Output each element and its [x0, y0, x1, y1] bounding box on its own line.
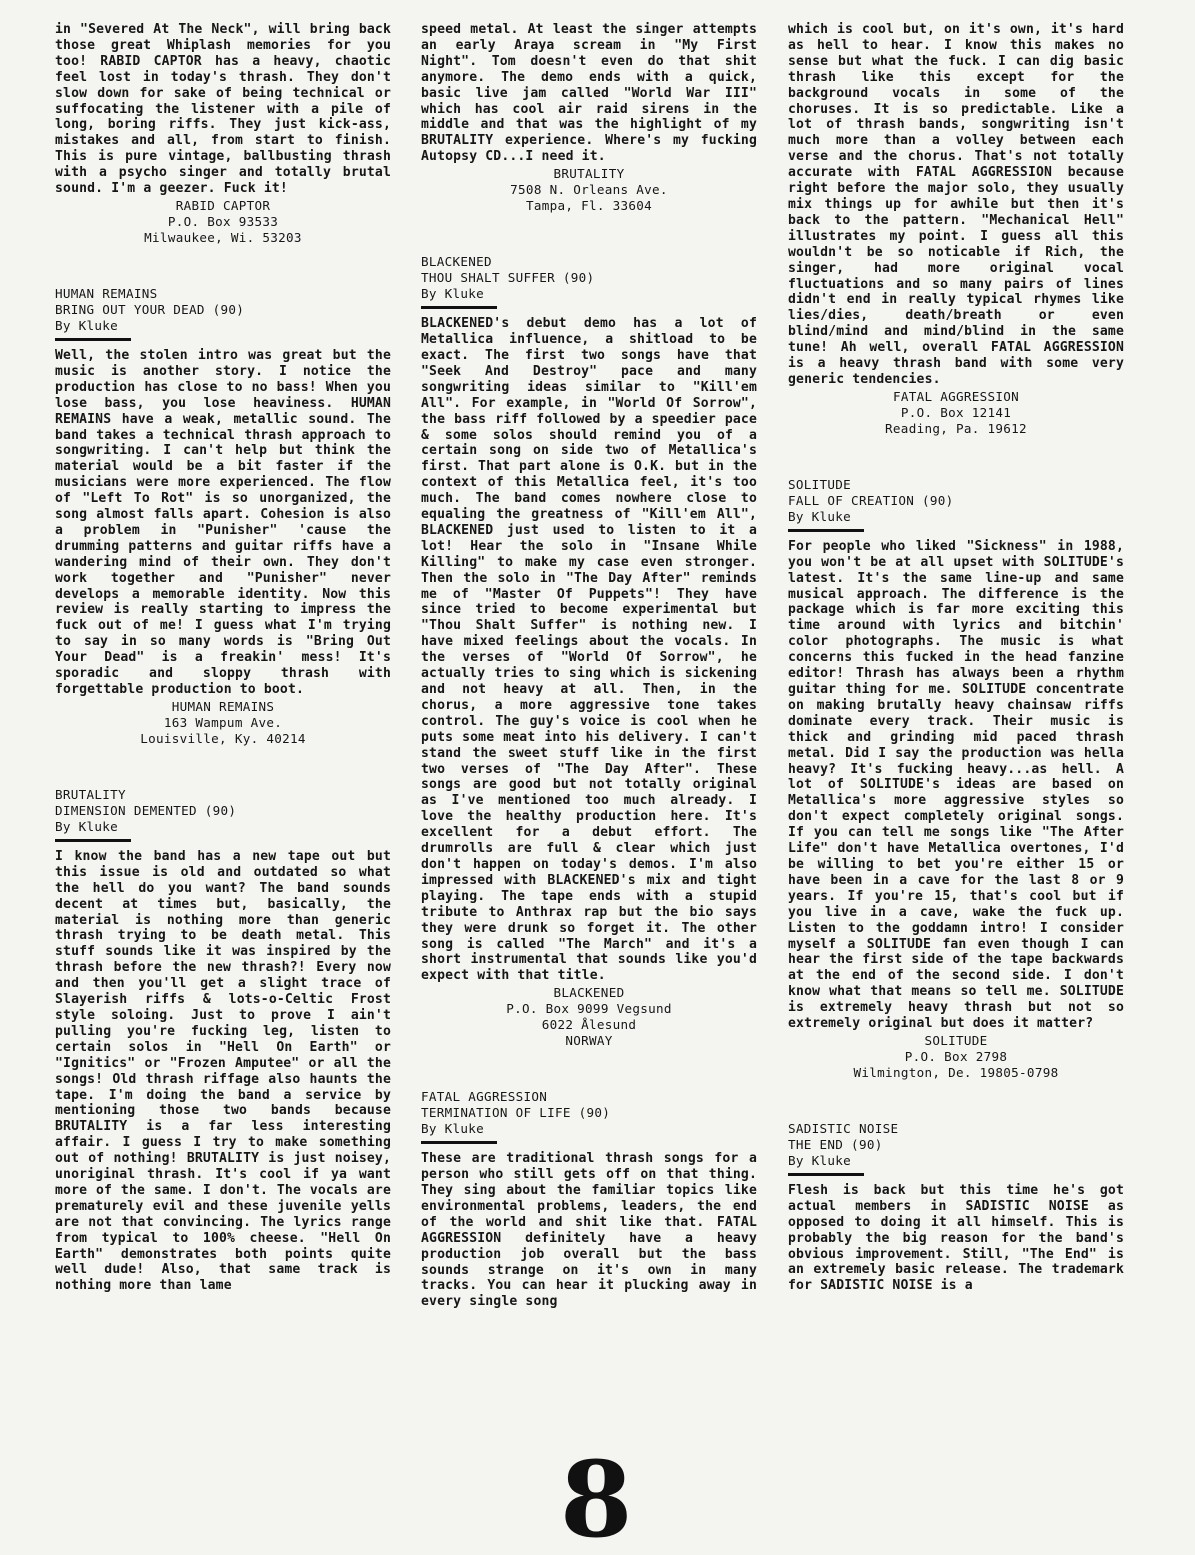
review-brutality-continued [421, 22, 757, 214]
address-line: P.O. Box 93533 [167, 213, 279, 229]
address-line: BLACKENED [553, 985, 625, 1001]
address-line: Louisville, Ky. 40214 [140, 730, 306, 746]
review-sadistic-noise [788, 1121, 1124, 1294]
contact-address [421, 985, 757, 1049]
review-body: These are traditional thrash songs for a person who still gets off on that thing. They sing about the familiar topics like environmental problems, leaders, the end of the world and shit like that. FATAL AGGRESSION definitely have a heavy production job overall but the bass sounds strange on it's own in many tracks. You can hear it plucking away in every single song [421, 1151, 757, 1310]
contact-address [788, 389, 1124, 437]
address-line: P.O. Box 12141 [900, 404, 1012, 420]
review-header [55, 787, 391, 835]
review-header [421, 254, 757, 302]
release-title: TERMINATION OF LIFE (90) [421, 1105, 611, 1121]
address-line: Milwaukee, Wi. 53203 [144, 229, 302, 245]
address-line: Wilmington, De. 19805-0798 [853, 1064, 1059, 1080]
header-rule [421, 306, 497, 309]
review-body: For people who liked "Sickness" in 1988, you won't be at all upset with SOLITUDE's latest. It's the same line-up and same musical approach. The difference is the package which is far more exciting this time around with lyrics and bitchin' color photographs. The music is what concerns this fucked in the head fanzine editor! Thrash has always been a rhythm guitar thing for me. SOLITUDE concentrate on making brutally heavy chainsaw riffs dominate every track. Their music is thick and grinding mid paced thrash metal. Did I say the production was hella heavy? It's fucking heavy...as hell. A lot of SOLITUDE's ideas are based on Metallica's more aggressive styles so don't expect completely original songs. If you can tell me songs like "The After Life" don't have Metallica overtones, I'd be willing to bet you're either 15 or have been in a cave for the last 8 or 9 years. If you're 15, that's cool but if you live in a cave, wake the fuck up. Listen to the goddamn intro! I consider myself a SOLITUDE fan even though I can hear the first side of the tape backwards at the end of the second side. I don't know what that means so tell me. SOLITUDE is extremely heavy thrash but not so extremely original but does it matter? [788, 538, 1124, 1032]
address-line: NORWAY [565, 1033, 613, 1049]
header-rule [55, 338, 131, 341]
review-rabid-captor-continued [55, 22, 391, 246]
column-3 [788, 22, 1124, 1527]
review-body: BLACKENED's debut demo has a lot of Metallica influence, a shitload to be exact. The first two songs have that "Seek And Destroy" pace and many songwriting ideas similar to "Kill'em All". For example, in "World Of Sorrow", the bass riff followed by a speedier pace & some solos should remind you of a certain song on side two of Metallica's first. That part alone is O.K. but in the context of this Metallica feel, it's too much. The band comes nowhere close to equaling the greatness of "Kill'em All", BLACKENED just used to listen to it a lot! Hear the solo in "Insane While Killing" to make my case even stronger. Then the solo in "The Day After" reminds me of "Master Of Puppets"! They have since tried to become experimental but "Thou Shalt Suffer" is nothing new. I have mixed feelings about the vocals. In the verses of "World Of Sorrow", he actually tries to sing which is sickening and not heavy at all. Then, in the chorus, a more aggressive tone takes control. The guy's voice is cool when he puts some meat into his delivery. I can't stand the sweet stuff like in the first two verses of "The Day After". These songs are good but not totally original as I've mentioned too much already. I love the healthy production here. It's excellent for a debut effort. The drumrolls are full & clear which just don't happen on today's demos. I'm also impressed with BLACKENED's mix and tight playing. The tape ends with a stupid tribute to Anthrax rap but the bio says they were drunk so forget it. The other song is called "The March" and it's a short instrumental that sounds like you'd expect with that title. [421, 316, 757, 984]
address-line: 6022 Ålesund [541, 1017, 637, 1033]
address-line: Tampa, Fl. 33604 [525, 198, 653, 214]
band-name: BLACKENED [421, 254, 492, 270]
review-author: By Kluke [421, 1121, 485, 1137]
review-author: By Kluke [421, 286, 485, 302]
review-header [788, 477, 1124, 525]
contact-address [55, 198, 391, 246]
address-line: HUMAN REMAINS [171, 698, 275, 714]
release-title: BRING OUT YOUR DEAD (90) [55, 301, 245, 317]
review-blackened [421, 254, 757, 1049]
review-body: speed metal. At least the singer attempts an early Araya scream in "My First Night". Tom doesn't even do that shit anymore. The demo ends with a quick, basic live jam called "World War III" which has cool air raid sirens in the middle and that was the highlight of my BRUTALITY experience. Where's my fucking Autopsy CD...I need it. [421, 22, 757, 165]
review-body: Well, the stolen intro was great but the music is another story. I notice the production has close to no bass! When you lose bass, you lose heaviness. HUMAN REMAINS have a weak, metallic sound. The band takes a technical thrash approach to songwriting. I can't help but think the material would be a bit faster if the musicians were more experienced. The flow of "Left To Rot" is so unorganized, the song almost falls apart. Cohesion is also a problem in "Punisher" 'cause the drumming patterns and guitar riffs have a wandering mind of their own. They don't work together and "Punisher" never develops a memorable identity. Now this review is really starting to impress the fuck out of me! I guess what I'm trying to say in so many words is "Bring Out Your Dead" is a freakin' mess! It's sporadic and sloppy thrash with forgettable production to boot. [55, 347, 391, 697]
address-line: Reading, Pa. 19612 [885, 420, 1027, 436]
review-human-remains [55, 286, 391, 747]
review-body: in "Severed At The Neck", will bring back those great Whiplash memories for you too! RABID CAPTOR has a heavy, chaotic feel lost in today's thrash. They don't slow down for sake of being technical or suffocating the listener with a pile of long, boring riffs. They just kick-ass, mistakes and all, from start to finish. This is pure vintage, ballbusting thrash with a psycho singer and totally brutal sound. I'm a geezer. Fuck it! [55, 22, 391, 197]
header-rule [55, 839, 131, 842]
address-line: FATAL AGGRESSION [892, 388, 1020, 404]
review-body: which is cool but, on it's own, it's hard as hell to hear. I know this makes no sense but what the fuck. I can dig basic thrash like this except for the background vocals in some of the choruses. It is so predictable. Like a lot of thrash bands, songwriting isn't much more than a volley between each verse and the chorus. That's not totally accurate with FATAL AGGRESSION because right before the major solo, they usually mix things up for awhile but then it's back to the pattern. "Mechanical Hell" illustrates my point. I guess all this wouldn't be so noticable if Rich, the singer, had more original vocal fluctuations and so many pairs of lines didn't end in really typical rhymes like lies/dies, death/breath or even blind/mind and mind/blind in the same tune! Ah well, overall FATAL AGGRESSION is a heavy thrash band with some very generic tendencies. [788, 22, 1124, 387]
address-line: 163 Wampum Ave. [163, 714, 283, 730]
address-line: RABID CAPTOR [175, 197, 271, 213]
address-line: P.O. Box 2798 [904, 1048, 1008, 1064]
review-author: By Kluke [55, 818, 119, 834]
column-1 [55, 22, 391, 1527]
release-title: FALL OF CREATION (90) [788, 492, 954, 508]
band-name: FATAL AGGRESSION [421, 1089, 548, 1105]
contact-address [421, 166, 757, 214]
review-fatal-aggression [421, 1089, 757, 1310]
review-header [788, 1121, 1124, 1169]
contact-address [55, 699, 391, 747]
review-author: By Kluke [788, 1152, 852, 1168]
release-title: THE END (90) [788, 1136, 883, 1152]
band-name: HUMAN REMAINS [55, 285, 158, 301]
header-rule [421, 1141, 497, 1144]
page-number: 8 [560, 1438, 633, 1555]
review-author: By Kluke [788, 508, 852, 524]
review-header [55, 286, 391, 334]
address-line: BRUTALITY [553, 166, 625, 182]
address-line: SOLITUDE [924, 1032, 988, 1048]
address-line: P.O. Box 9099 Vegsund [506, 1001, 672, 1017]
review-fatal-aggression-continued [788, 22, 1124, 437]
review-solitude [788, 477, 1124, 1081]
review-author: By Kluke [55, 317, 119, 333]
header-rule [788, 1173, 864, 1176]
header-rule [788, 529, 864, 532]
address-line: 7508 N. Orleans Ave. [510, 182, 668, 198]
band-name: SOLITUDE [788, 476, 852, 492]
review-body: Flesh is back but this time he's got actual members in SADISTIC NOISE as opposed to doing it all himself. This is probably the big reason for the band's obvious improvement. Still, "The End" is an extremely basic release. The trademark for SADISTIC NOISE is a [788, 1182, 1124, 1294]
review-body: I know the band has a new tape out but this issue is old and outdated so what the hell do you want? The band sounds decent at times but, basically, the material is nothing more than generic thrash trying to be death metal. This stuff sounds like it was inspired by the thrash before the new thrash?! Every now and then you'll get a slight trace of Slayerish riffs & lots-o-Celtic Frost style soloing. Just to prove I ain't pulling you're fucking leg, listen to certain solos in "Hell On Earth" or "Ignitics" or "Frozen Amputee" or all the songs! Old thrash riffage also haunts the tape. I'm doing the band a service by mentioning those two bands because BRUTALITY is a far less interesting affair. I guess I try to make something out of nothing! BRUTALITY is just noisey, unoriginal thrash. It's cool if ya want more of the same. I don't. The vocals are prematurely evil and these juvenile yells are not that convincing. The lyrics range from typical to 100% cheese. "Hell On Earth" demonstrates both points quite well dude! Also, that same track is nothing more than lame [55, 848, 391, 1294]
release-title: DIMENSION DEMENTED (90) [55, 802, 237, 818]
column-2 [421, 22, 757, 1527]
contact-address [788, 1033, 1124, 1081]
band-name: SADISTIC NOISE [788, 1120, 899, 1136]
band-name: BRUTALITY [55, 786, 126, 802]
release-title: THOU SHALT SUFFER (90) [421, 270, 595, 286]
review-brutality [55, 787, 391, 1294]
review-header [421, 1089, 757, 1137]
